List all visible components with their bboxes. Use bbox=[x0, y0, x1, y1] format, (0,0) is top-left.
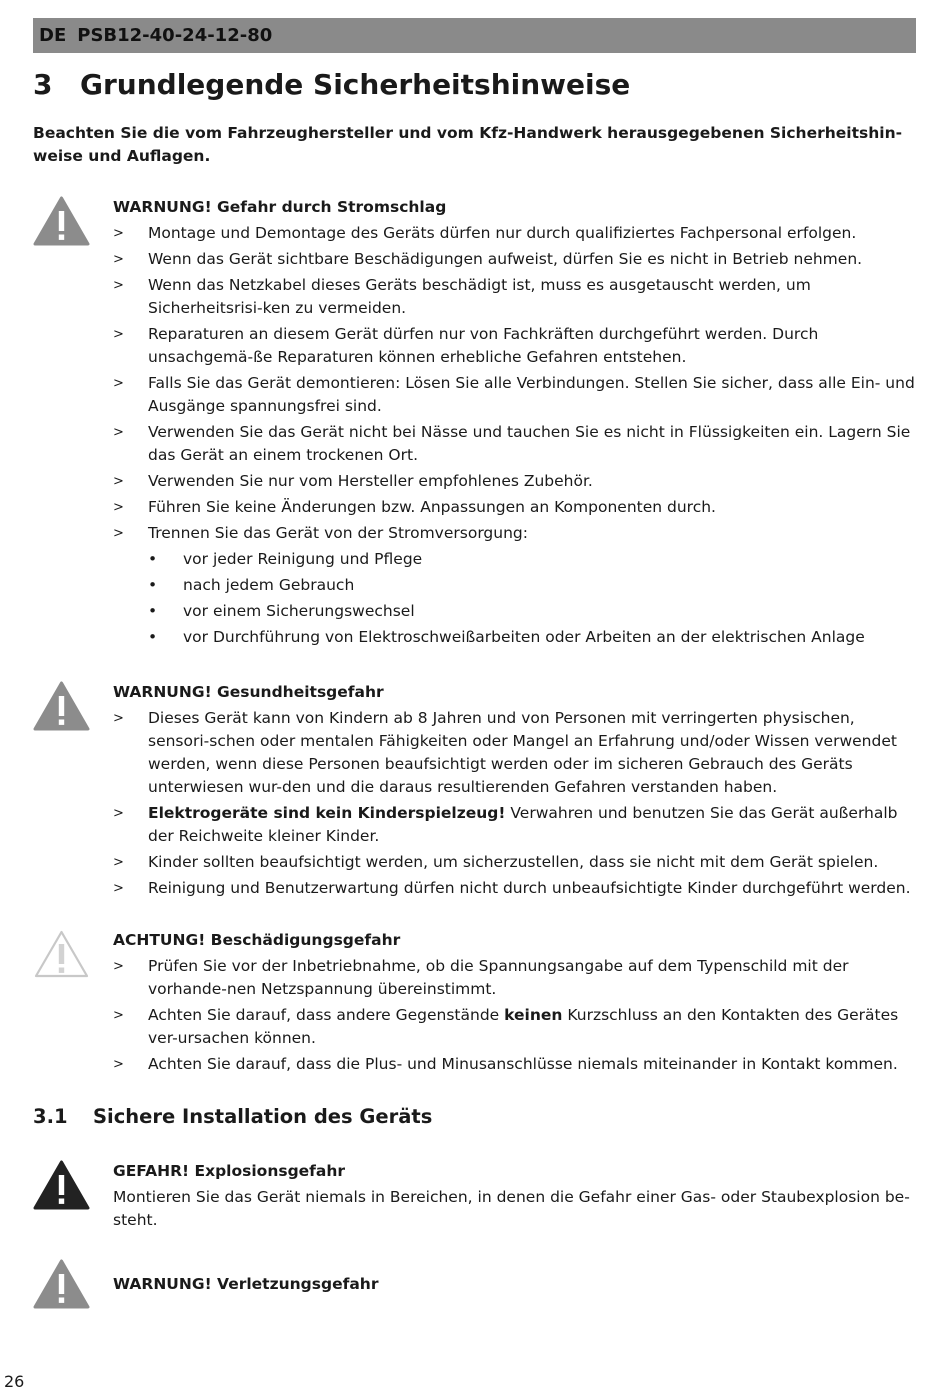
warning-triangle-icon bbox=[33, 681, 90, 731]
warning-electric-list bbox=[113, 222, 918, 649]
danger-triangle-icon bbox=[33, 1160, 90, 1210]
warning-health-list bbox=[113, 707, 918, 900]
list-item: > Achten Sie darauf, dass andere Gegenstände keinen Kurzschluss an den Kontakten des Gerätes ver-ursachen können. bbox=[113, 1006, 899, 1047]
list-item: > Montage und Demontage des Geräts dürfen nur durch qualifiziertes Fachpersonal erfolgen. bbox=[113, 224, 857, 242]
caution-damage-title: ACHTUNG! Beschädigungsgefahr bbox=[113, 931, 401, 949]
caution-damage-list bbox=[113, 955, 918, 1076]
header-bar bbox=[33, 18, 916, 53]
sub-list-item: • vor Durchführung von Elektroschweißarbeiten oder Arbeiten an der elektrischen Anlage bbox=[148, 628, 865, 646]
chapter-number: 3 bbox=[33, 68, 53, 101]
model-number: PSB12-40-24-12-80 bbox=[77, 25, 273, 46]
list-item: > Wenn das Netzkabel dieses Geräts beschädigt ist, muss es ausgetauscht werden, um Sicherheitsrisi-ken zu vermeiden. bbox=[113, 276, 811, 317]
sub-list-item: • nach jedem Gebrauch bbox=[148, 576, 355, 594]
intro-text: Beachten Sie die vom Fahrzeughersteller und vom Kfz-Handwerk herausgegebenen Sicherheitshin-weise und Auflagen. bbox=[33, 124, 903, 165]
section-title bbox=[33, 1103, 432, 1131]
warning-injury-block bbox=[33, 1259, 918, 1299]
danger-explosion-block bbox=[33, 1160, 918, 1232]
list-item: > Reinigung und Benutzerwartung dürfen nicht durch unbeaufsichtigte Kinder durchgeführt werden. bbox=[113, 879, 911, 897]
warning-triangle-icon bbox=[33, 196, 90, 246]
list-item: > Dieses Gerät kann von Kindern ab 8 Jahren und von Personen mit verringerten physischen, sensori-schen oder mentalen Fähigkeiten oder Mangel an Erfahrung und/oder Wissen verwendet werden, wenn diese Personen beaufsichtigt werden oder im sicheren Gebrauch des Geräts unterwiesen wur-den und die daraus resultierenden Gefahren verstanden haben. bbox=[113, 709, 897, 796]
warning-triangle-icon bbox=[33, 1259, 90, 1309]
warning-injury-title: WARNUNG! Verletzungsgefahr bbox=[113, 1275, 379, 1293]
warning-health-title: WARNUNG! Gesundheitsgefahr bbox=[113, 683, 384, 701]
warning-electric-title: WARNUNG! Gefahr durch Stromschlag bbox=[113, 198, 447, 216]
list-item: > Kinder sollten beaufsichtigt werden, um sicherzustellen, dass sie nicht mit dem Gerät spielen. bbox=[113, 853, 879, 871]
list-item: > Reparaturen an diesem Gerät dürfen nur von Fachkräften durchgeführt werden. Durch unsachgemä-ße Reparaturen können erhebliche Gefahren entstehen. bbox=[113, 325, 819, 366]
list-item: > Führen Sie keine Änderungen bzw. Anpassungen an Komponenten durch. bbox=[113, 498, 716, 516]
warning-health-block bbox=[33, 681, 918, 903]
list-item: > Falls Sie das Gerät demontieren: Lösen Sie alle Verbindungen. Stellen Sie sicher, dass alle Ein- und Ausgänge spannungsfrei sind. bbox=[113, 374, 915, 415]
list-item: > Elektrogeräte sind kein Kinderspielzeug! Verwahren und benutzen Sie das Gerät außerhalb der Reichweite kleiner Kinder. bbox=[113, 804, 898, 845]
sub-list-item: • vor jeder Reinigung und Pflege bbox=[148, 550, 423, 568]
section-title-text: Sichere Installation des Geräts bbox=[93, 1105, 433, 1128]
chapter-title bbox=[33, 66, 630, 104]
list-item: > Verwenden Sie nur vom Hersteller empfohlenes Zubehör. bbox=[113, 472, 593, 490]
chapter-title-text: Grundlegende Sicherheitshinweise bbox=[80, 68, 631, 101]
sub-list bbox=[148, 548, 918, 649]
list-item: > Prüfen Sie vor der Inbetriebnahme, ob die Spannungsangabe auf dem Typenschild mit der vorhande-nen Netzspannung übereinstimmt. bbox=[113, 957, 849, 998]
list-item: > Trennen Sie das Gerät von der Stromversorgung: • vor jeder Reinigung und Pflege • nach jedem Gebrauch • vor einem Sicherungswechsel • vor Durchführung von Elektroschweißarbeiten oder Arbeiten an der elektrischen Anlage bbox=[113, 522, 918, 649]
sub-list-item: • vor einem Sicherungswechsel bbox=[148, 602, 415, 620]
caution-damage-block bbox=[33, 929, 918, 1079]
list-item: > Achten Sie darauf, dass die Plus- und Minusanschlüsse niemals miteinander in Kontakt kommen. bbox=[113, 1055, 898, 1073]
warning-electric-block bbox=[33, 196, 918, 652]
page-number: 26 bbox=[4, 1372, 25, 1391]
danger-explosion-title: GEFAHR! Explosionsgefahr bbox=[113, 1162, 346, 1180]
list-item: > Verwenden Sie das Gerät nicht bei Nässe und tauchen Sie es nicht in Flüssigkeiten ein. Lagern Sie das Gerät an einem trockenen Ort. bbox=[113, 423, 911, 464]
caution-triangle-icon bbox=[33, 929, 90, 979]
list-item: > Wenn das Gerät sichtbare Beschädigungen aufweist, dürfen Sie es nicht in Betrieb nehmen. bbox=[113, 250, 863, 268]
danger-explosion-text: Montieren Sie das Gerät niemals in Bereichen, in denen die Gefahr einer Gas- oder Staubexplosion be-steht. bbox=[113, 1188, 910, 1229]
language-code: DE bbox=[39, 25, 67, 46]
section-number: 3.1 bbox=[33, 1105, 68, 1128]
